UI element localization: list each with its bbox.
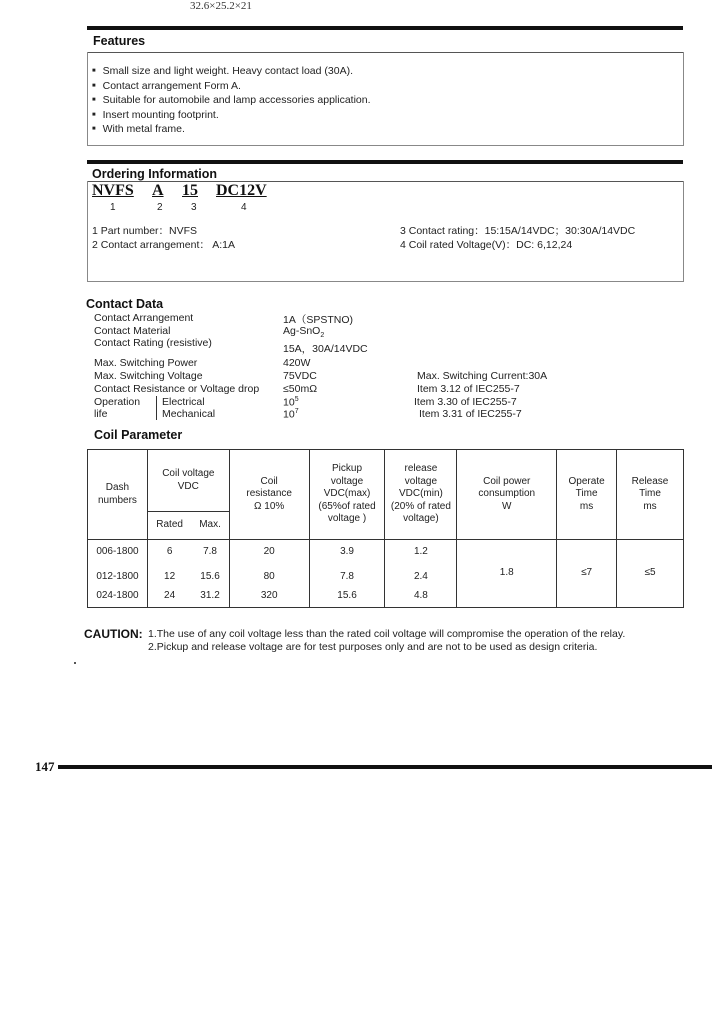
life-divider bbox=[156, 396, 157, 420]
switching-power-label: Max. Switching Power bbox=[94, 357, 198, 369]
features-box-bottom bbox=[87, 145, 684, 146]
row-max: 7.8 bbox=[191, 540, 229, 565]
feature-item: ■ Small size and light weight. Heavy contact load (30A). bbox=[92, 65, 371, 80]
ordering-title-rule bbox=[87, 181, 684, 182]
code-part-4: DC12V bbox=[216, 182, 267, 199]
release-time-header: Release Time ms bbox=[617, 450, 684, 540]
switching-power-value: 420W bbox=[283, 357, 311, 369]
row-max: 31.2 bbox=[191, 590, 229, 608]
row-release: 1.2 bbox=[385, 540, 457, 565]
max-header: Max. bbox=[191, 512, 229, 540]
contact-rating-label: Contact Rating (resistive) bbox=[94, 337, 212, 349]
caution-line-2: 2.Pickup and release voltage are for test purposes only and are not to be used as design criteria. bbox=[148, 641, 598, 653]
ordering-box-bottom bbox=[87, 281, 684, 282]
part-number-desc: 1 Part number：NVFS bbox=[92, 225, 198, 237]
row-dash: 024-1800 bbox=[88, 590, 148, 608]
operate-time-value: ≤7 bbox=[557, 540, 617, 608]
contact-arrangement-label: Contact Arrangement bbox=[94, 312, 194, 324]
row-resistance: 320 bbox=[229, 590, 309, 608]
switching-voltage-value: 75VDC bbox=[283, 370, 317, 382]
feature-item: ■ With metal frame. bbox=[92, 123, 371, 138]
row-release: 2.4 bbox=[385, 565, 457, 590]
operate-time-header: Operate Time ms bbox=[557, 450, 617, 540]
code-part-1: NVFS bbox=[92, 182, 134, 199]
row-dash: 006-1800 bbox=[88, 540, 148, 565]
row-resistance: 20 bbox=[229, 540, 309, 565]
electrical-label: Electrical bbox=[162, 396, 205, 408]
life-label: life bbox=[94, 408, 108, 420]
features-list bbox=[92, 65, 371, 138]
contact-resistance-value: ≤50mΩ bbox=[283, 383, 318, 395]
features-box-right bbox=[683, 52, 684, 146]
stray-dot bbox=[74, 662, 76, 664]
features-title-rule bbox=[87, 52, 684, 53]
code-number-4: 4 bbox=[241, 202, 247, 213]
resistance-header: Coil resistance Ω 10% bbox=[229, 450, 309, 540]
contact-arrangement-desc: 2 Contact arrangement： A:1A bbox=[92, 239, 235, 251]
code-number-2: 2 bbox=[157, 202, 163, 213]
coil-parameter-title: Coil Parameter bbox=[94, 428, 183, 442]
row-rated: 24 bbox=[147, 590, 191, 608]
row-pickup: 15.6 bbox=[309, 590, 385, 608]
footer-rule bbox=[58, 765, 712, 769]
contact-material-label: Contact Material bbox=[94, 325, 171, 337]
top-dimensions: 32.6×25.2×21 bbox=[190, 0, 252, 12]
coil-power-header: Coil power consumption W bbox=[457, 450, 557, 540]
coil-power-value: 1.8 bbox=[457, 540, 557, 608]
row-resistance: 80 bbox=[229, 565, 309, 590]
ordering-header-bar bbox=[87, 160, 683, 164]
release-time-value: ≤5 bbox=[617, 540, 684, 608]
contact-material-value: Ag-SnO$_2$ bbox=[283, 325, 325, 340]
row-pickup: 7.8 bbox=[309, 565, 385, 590]
features-title: Features bbox=[93, 34, 146, 48]
electrical-ref: Item 3.30 of IEC255-7 bbox=[414, 396, 517, 408]
electrical-value: $10^5$ bbox=[283, 396, 299, 409]
coil-parameter-table bbox=[87, 449, 684, 608]
release-voltage-header: release voltage VDC(min) (20% of rated voltage) bbox=[385, 450, 457, 540]
caution-label: CAUTION: bbox=[84, 627, 143, 641]
coil-voltage-header: Coil voltage VDC bbox=[147, 450, 229, 512]
caution-line-1: 1.The use of any coil voltage less than the rated coil voltage will compromise the operation of the relay. bbox=[148, 628, 626, 640]
ordering-box-right bbox=[683, 181, 684, 282]
operation-label: Operation bbox=[94, 396, 141, 408]
coil-voltage-desc: 4 Coil rated Voltage(V)：DC: 6,12,24 bbox=[400, 239, 573, 251]
ordering-title: Ordering Information bbox=[92, 167, 217, 181]
code-part-3: 15 bbox=[182, 182, 198, 199]
switching-current-label: Max. Switching Current:30A bbox=[417, 370, 548, 382]
mechanical-value: $10^7$ bbox=[283, 408, 299, 421]
code-number-3: 3 bbox=[191, 202, 197, 213]
code-number-1: 1 bbox=[110, 202, 116, 213]
contact-resistance-label: Contact Resistance or Voltage drop bbox=[94, 383, 260, 395]
features-header-bar bbox=[87, 26, 683, 30]
pickup-header: Pickup voltage VDC(max) (65%of rated voltage ) bbox=[309, 450, 385, 540]
row-release: 4.8 bbox=[385, 590, 457, 608]
dash-header: Dash numbers bbox=[88, 450, 148, 540]
feature-item: ■ Insert mounting footprint. bbox=[92, 109, 371, 124]
feature-item: ■ Suitable for automobile and lamp accessories application. bbox=[92, 94, 371, 109]
row-pickup: 3.9 bbox=[309, 540, 385, 565]
row-rated: 12 bbox=[147, 565, 191, 590]
row-dash: 012-1800 bbox=[88, 565, 148, 590]
feature-item: ■ Contact arrangement Form A. bbox=[92, 80, 371, 95]
mechanical-label: Mechanical bbox=[162, 408, 216, 420]
contact-rating-value: 15A，30A/14VDC bbox=[283, 343, 368, 355]
page-number: 147 bbox=[35, 759, 55, 774]
features-box-left bbox=[87, 52, 88, 146]
row-rated: 6 bbox=[147, 540, 191, 565]
contact-resistance-ref: Item 3.12 of IEC255-7 bbox=[417, 383, 520, 395]
contact-data-title: Contact Data bbox=[86, 297, 164, 311]
row-max: 15.6 bbox=[191, 565, 229, 590]
code-part-2: A bbox=[152, 182, 164, 199]
mechanical-ref: Item 3.31 of IEC255-7 bbox=[419, 408, 522, 420]
rated-header: Rated bbox=[147, 512, 191, 540]
contact-arrangement-value: 1A（SPSTNO) bbox=[283, 314, 354, 326]
switching-voltage-label: Max. Switching Voltage bbox=[94, 370, 203, 382]
ordering-box-left bbox=[87, 181, 88, 282]
contact-rating-desc: 3 Contact rating：15:15A/14VDC；30:30A/14VDC bbox=[400, 225, 636, 237]
